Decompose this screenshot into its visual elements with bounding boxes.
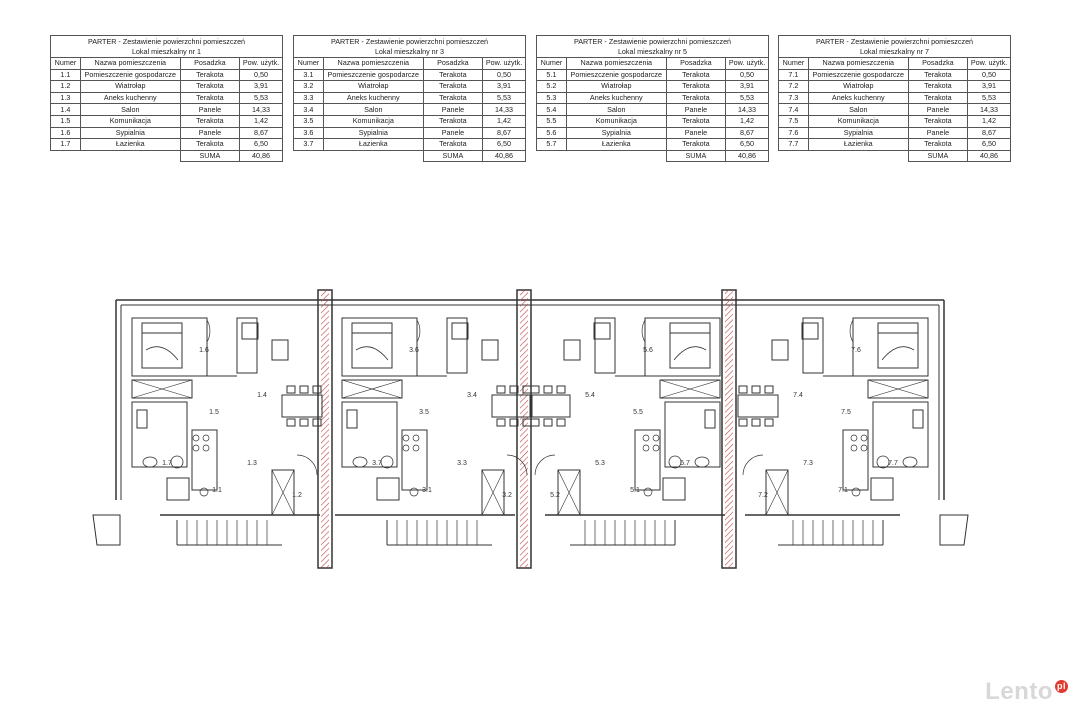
stove-burner-icon: [403, 435, 409, 441]
building-outline: [116, 290, 944, 568]
table-cell: 6,50: [483, 139, 526, 151]
table-cell: 7.7: [779, 139, 809, 151]
room-label-kitchen: 1.3: [247, 460, 257, 467]
room-label-corridor: 5.5: [633, 409, 643, 416]
table-cell: Terakota: [423, 139, 482, 151]
armchair-icon: [594, 323, 610, 339]
table-title-line-1: PARTER - Zestawienie powierzchni pomieszczeń: [330, 36, 489, 46]
table-cell: 1.7: [51, 139, 81, 151]
table-cell: Panele: [666, 104, 725, 116]
table-cell: Łazienka: [566, 139, 666, 151]
party-wall-hatch: [725, 290, 733, 568]
table-cell: Terakota: [908, 69, 967, 81]
table-cell: Panele: [908, 127, 967, 139]
table-title-line-1: PARTER - Zestawienie powierzchni pomieszczeń: [87, 36, 246, 46]
table-cell: Terakota: [423, 92, 482, 104]
table-cell: 7.3: [779, 92, 809, 104]
stove-burner-icon: [193, 445, 199, 451]
table-cell: 7.2: [779, 81, 809, 93]
stove-burner-icon: [413, 445, 419, 451]
table-cell: Salon: [80, 104, 180, 116]
stove-burner-icon: [193, 435, 199, 441]
column-header: Nazwa pomieszczenia: [323, 58, 423, 70]
bedroom-wall: [342, 318, 417, 376]
table-cell: 5,53: [483, 92, 526, 104]
toilet-icon: [695, 457, 709, 467]
unit-labels-7: [758, 347, 898, 499]
table-cell: 0,50: [968, 69, 1011, 81]
table-cell: Terakota: [908, 115, 967, 127]
table-cell: 1,42: [240, 115, 283, 127]
table-cell: Komunikacja: [808, 115, 908, 127]
unit-5: [530, 318, 720, 545]
watermark-brand: Lento: [985, 678, 1053, 705]
table-cell: Wiatrołap: [323, 81, 423, 93]
table-cell: Terakota: [423, 69, 482, 81]
room-label-kitchen: 5.3: [595, 460, 605, 467]
column-header: Pow. użytk.: [483, 58, 526, 70]
tv-icon: [482, 340, 498, 360]
table-cell: 14,33: [483, 104, 526, 116]
table-cell: 6,50: [968, 139, 1011, 151]
unit-3: [342, 318, 532, 545]
stove-burner-icon: [403, 445, 409, 451]
stove-burner-icon: [861, 445, 867, 451]
kitchen-counter: [635, 430, 660, 490]
table-cell: 0,50: [726, 69, 769, 81]
room-label-bath: 1.7: [162, 460, 172, 467]
unit-1: [132, 318, 322, 545]
column-header: Nazwa pomieszczenia: [80, 58, 180, 70]
table-cell: Komunikacja: [323, 115, 423, 127]
chair-icon: [544, 419, 552, 426]
entry-platform-left: [93, 515, 120, 545]
bed-cover-line: [146, 347, 178, 360]
table-cell: Terakota: [423, 81, 482, 93]
room-label-vestibule: 5.2: [550, 492, 560, 499]
column-header: Numer: [537, 58, 567, 70]
table-cell: Panele: [666, 127, 725, 139]
table-cell: Terakota: [180, 115, 239, 127]
toilet-icon: [143, 457, 157, 467]
unit-7: [738, 318, 928, 545]
chair-icon: [531, 386, 539, 393]
table-cell: Komunikacja: [566, 115, 666, 127]
table-cell: 14,33: [726, 104, 769, 116]
table-cell: 5.2: [537, 81, 567, 93]
sofa-icon: [447, 318, 467, 373]
sofa-icon: [803, 318, 823, 373]
bathroom-wall: [873, 402, 928, 467]
room-label-storage: 7.1: [838, 487, 848, 494]
sink-icon: [644, 488, 652, 496]
table-cell: 3.7: [294, 139, 324, 151]
room-label-vestibule: 1.2: [292, 492, 302, 499]
table-cell: 3.2: [294, 81, 324, 93]
table-cell: 3.5: [294, 115, 324, 127]
bedroom-wall: [853, 318, 928, 376]
sum-label: SUMA: [908, 150, 967, 162]
chair-icon: [557, 386, 565, 393]
sum-label: SUMA: [180, 150, 239, 162]
kitchen-counter: [192, 430, 217, 490]
table-cell: 1,42: [726, 115, 769, 127]
chair-icon: [752, 419, 760, 426]
shower-icon: [913, 410, 923, 428]
column-header: Pow. użytk.: [240, 58, 283, 70]
kitchen-counter: [402, 430, 427, 490]
tv-icon: [564, 340, 580, 360]
table-cell: Sypialnia: [323, 127, 423, 139]
table-cell: Sypialnia: [80, 127, 180, 139]
table-cell: 7.5: [779, 115, 809, 127]
table-cell: Terakota: [666, 115, 725, 127]
room-label-storage: 3.1: [422, 487, 432, 494]
table-title-line-2: Lokal mieszkalny nr 3: [374, 46, 445, 56]
washbasin-icon: [171, 456, 183, 468]
table-cell: Terakota: [180, 69, 239, 81]
shower-icon: [137, 410, 147, 428]
table-cell: Pomieszczenie gospodarcze: [323, 69, 423, 81]
table-cell: Łazienka: [808, 139, 908, 151]
stove-burner-icon: [851, 435, 857, 441]
bed-cover-line: [882, 347, 914, 360]
table-title-line-1: PARTER - Zestawienie powierzchni pomieszczeń: [573, 36, 732, 46]
party-wall-hatch: [321, 290, 329, 568]
table-cell: Terakota: [180, 92, 239, 104]
chair-icon: [557, 419, 565, 426]
table-cell: Pomieszczenie gospodarcze: [80, 69, 180, 81]
column-header: Pow. użytk.: [726, 58, 769, 70]
room-label-living: 1.4: [257, 392, 267, 399]
chair-icon: [300, 386, 308, 393]
bed-icon: [878, 323, 918, 368]
room-label-corridor: 1.5: [209, 409, 219, 416]
dining-table-icon: [282, 395, 322, 417]
washbasin-icon: [381, 456, 393, 468]
armchair-icon: [802, 323, 818, 339]
bed-cover-line: [356, 347, 388, 360]
table-cell: 5.7: [537, 139, 567, 151]
unit-labels-1: [162, 347, 302, 499]
table-cell: 3,91: [483, 81, 526, 93]
table-cell: Sypialnia: [808, 127, 908, 139]
table-cell: 8,67: [726, 127, 769, 139]
table-cell: Łazienka: [323, 139, 423, 151]
stove-burner-icon: [643, 445, 649, 451]
lento-watermark: [985, 678, 1068, 706]
table-cell: 1,42: [483, 115, 526, 127]
table-cell: 7.4: [779, 104, 809, 116]
room-label-storage: 5.1: [630, 487, 640, 494]
table-cell: 3.1: [294, 69, 324, 81]
table-title-line-2: Lokal mieszkalny nr 5: [617, 46, 688, 56]
table-cell: 5.4: [537, 104, 567, 116]
sum-value: 40,86: [726, 150, 769, 162]
sum-label: SUMA: [666, 150, 725, 162]
table-cell: 1,42: [968, 115, 1011, 127]
fridge-icon: [871, 478, 893, 500]
table-cell: 1.4: [51, 104, 81, 116]
stove-burner-icon: [861, 435, 867, 441]
table-cell: 5.6: [537, 127, 567, 139]
fridge-icon: [377, 478, 399, 500]
table-cell: Komunikacja: [80, 115, 180, 127]
chair-icon: [287, 386, 295, 393]
table-cell: 1.5: [51, 115, 81, 127]
table-cell: 8,67: [968, 127, 1011, 139]
table-cell: 0,50: [483, 69, 526, 81]
room-label-kitchen: 3.3: [457, 460, 467, 467]
room-label-living: 5.4: [585, 392, 595, 399]
table-cell: Terakota: [666, 81, 725, 93]
room-label-bath: 3.7: [372, 460, 382, 467]
table-cell: 5.3: [537, 92, 567, 104]
chair-icon: [313, 386, 321, 393]
tv-icon: [272, 340, 288, 360]
room-label-vestibule: 7.2: [758, 492, 768, 499]
room-label-bedroom: 1.6: [199, 347, 209, 354]
table-cell: Salon: [323, 104, 423, 116]
table-cell: 3.6: [294, 127, 324, 139]
stove-burner-icon: [643, 435, 649, 441]
column-header: Numer: [779, 58, 809, 70]
room-label-bath: 5.7: [680, 460, 690, 467]
table-cell: 7.6: [779, 127, 809, 139]
table-cell: Panele: [423, 127, 482, 139]
sink-icon: [852, 488, 860, 496]
room-label-corridor: 7.5: [841, 409, 851, 416]
column-header: Nazwa pomieszczenia: [566, 58, 666, 70]
fridge-icon: [663, 478, 685, 500]
table-cell: 14,33: [240, 104, 283, 116]
column-header: Posadzka: [423, 58, 482, 70]
kitchen-counter: [843, 430, 868, 490]
column-header: Numer: [51, 58, 81, 70]
bedroom-wall: [132, 318, 207, 376]
room-label-bath: 7.7: [888, 460, 898, 467]
sum-value: 40,86: [483, 150, 526, 162]
table-cell: 5.1: [537, 69, 567, 81]
room-label-living: 3.4: [467, 392, 477, 399]
table-cell: Panele: [180, 127, 239, 139]
toilet-icon: [903, 457, 917, 467]
table-cell: Pomieszczenie gospodarcze: [566, 69, 666, 81]
bathroom-wall: [665, 402, 720, 467]
table-cell: Terakota: [180, 81, 239, 93]
table-cell: 1.2: [51, 81, 81, 93]
shower-icon: [347, 410, 357, 428]
table-cell: Sypialnia: [566, 127, 666, 139]
bathroom-wall: [342, 402, 397, 467]
watermark-suffix: pl: [1057, 681, 1066, 691]
table-title-line-1: PARTER - Zestawienie powierzchni pomieszczeń: [815, 36, 974, 46]
table-title-line-2: Lokal mieszkalny nr 1: [131, 46, 202, 56]
table-cell: 1.6: [51, 127, 81, 139]
table-cell: 5,53: [726, 92, 769, 104]
chair-icon: [497, 419, 505, 426]
table-cell: 14,33: [968, 104, 1011, 116]
bed-icon: [142, 323, 182, 368]
shower-icon: [705, 410, 715, 428]
table-cell: 3,91: [968, 81, 1011, 93]
column-header: Nazwa pomieszczenia: [808, 58, 908, 70]
table-cell: Terakota: [180, 139, 239, 151]
bed-icon: [352, 323, 392, 368]
door-swing: [297, 455, 317, 475]
room-label-corridor: 3.5: [419, 409, 429, 416]
toilet-icon: [353, 457, 367, 467]
armchair-icon: [452, 323, 468, 339]
door-swing: [535, 455, 555, 475]
stove-burner-icon: [851, 445, 857, 451]
table-cell: Panele: [908, 104, 967, 116]
table-cell: 1.3: [51, 92, 81, 104]
fridge-icon: [167, 478, 189, 500]
sofa-icon: [595, 318, 615, 373]
table-cell: Łazienka: [80, 139, 180, 151]
table-cell: 5,53: [240, 92, 283, 104]
table-cell: 6,50: [726, 139, 769, 151]
column-header: Posadzka: [180, 58, 239, 70]
stove-burner-icon: [203, 435, 209, 441]
table-cell: 6,50: [240, 139, 283, 151]
table-cell: 3.3: [294, 92, 324, 104]
chair-icon: [531, 419, 539, 426]
table-cell: Terakota: [908, 92, 967, 104]
table-cell: Terakota: [423, 115, 482, 127]
table-cell: 5,53: [968, 92, 1011, 104]
table-cell: 3.4: [294, 104, 324, 116]
chair-icon: [765, 419, 773, 426]
table-cell: 3,91: [240, 81, 283, 93]
sink-icon: [200, 488, 208, 496]
chair-icon: [739, 419, 747, 426]
sum-label: SUMA: [423, 150, 482, 162]
chair-icon: [313, 419, 321, 426]
stove-burner-icon: [653, 435, 659, 441]
table-cell: Wiatrołap: [80, 81, 180, 93]
table-cell: Panele: [423, 104, 482, 116]
bedroom-wall: [645, 318, 720, 376]
chair-icon: [300, 419, 308, 426]
table-cell: Terakota: [666, 92, 725, 104]
sum-value: 40,86: [968, 150, 1011, 162]
chair-icon: [497, 386, 505, 393]
room-label-bedroom: 7.6: [851, 347, 861, 354]
bathroom-wall: [132, 402, 187, 467]
column-header: Pow. użytk.: [968, 58, 1011, 70]
chair-icon: [544, 386, 552, 393]
chair-icon: [765, 386, 773, 393]
table-cell: 0,50: [240, 69, 283, 81]
table-cell: Wiatrołap: [566, 81, 666, 93]
room-label-vestibule: 3.2: [502, 492, 512, 499]
table-cell: 1.1: [51, 69, 81, 81]
table-cell: Salon: [566, 104, 666, 116]
sofa-icon: [237, 318, 257, 373]
table-cell: Pomieszczenie gospodarcze: [808, 69, 908, 81]
unit-labels-3: [372, 347, 512, 499]
bed-icon: [670, 323, 710, 368]
table-title-line-2: Lokal mieszkalny nr 7: [859, 46, 930, 56]
sum-value: 40,86: [240, 150, 283, 162]
table-cell: Panele: [180, 104, 239, 116]
unit-labels-5: [550, 347, 690, 499]
room-label-storage: 1.1: [212, 487, 222, 494]
table-cell: 8,67: [483, 127, 526, 139]
dining-table-icon: [738, 395, 778, 417]
room-label-bedroom: 5.6: [643, 347, 653, 354]
table-cell: 7.1: [779, 69, 809, 81]
table-cell: Aneks kuchenny: [323, 92, 423, 104]
table-cell: Terakota: [666, 69, 725, 81]
stove-burner-icon: [413, 435, 419, 441]
bed-cover-line: [674, 347, 706, 360]
table-cell: Aneks kuchenny: [566, 92, 666, 104]
room-label-bedroom: 3.6: [409, 347, 419, 354]
column-header: Posadzka: [908, 58, 967, 70]
chair-icon: [287, 419, 295, 426]
room-label-living: 7.4: [793, 392, 803, 399]
armchair-icon: [242, 323, 258, 339]
table-cell: 5.5: [537, 115, 567, 127]
chair-icon: [739, 386, 747, 393]
column-header: Numer: [294, 58, 324, 70]
table-cell: Terakota: [908, 81, 967, 93]
door-swing: [743, 455, 763, 475]
party-wall-hatch: [520, 290, 528, 568]
table-cell: Terakota: [908, 139, 967, 151]
chair-icon: [752, 386, 760, 393]
dining-table-icon: [530, 395, 570, 417]
table-cell: Salon: [808, 104, 908, 116]
room-label-kitchen: 7.3: [803, 460, 813, 467]
table-cell: Aneks kuchenny: [808, 92, 908, 104]
table-cell: Wiatrołap: [808, 81, 908, 93]
table-cell: 8,67: [240, 127, 283, 139]
table-cell: Aneks kuchenny: [80, 92, 180, 104]
stove-burner-icon: [203, 445, 209, 451]
sink-icon: [410, 488, 418, 496]
tv-icon: [772, 340, 788, 360]
column-header: Posadzka: [666, 58, 725, 70]
table-cell: 3,91: [726, 81, 769, 93]
table-cell: Terakota: [666, 139, 725, 151]
stove-burner-icon: [653, 445, 659, 451]
entry-platform-right: [940, 515, 968, 545]
